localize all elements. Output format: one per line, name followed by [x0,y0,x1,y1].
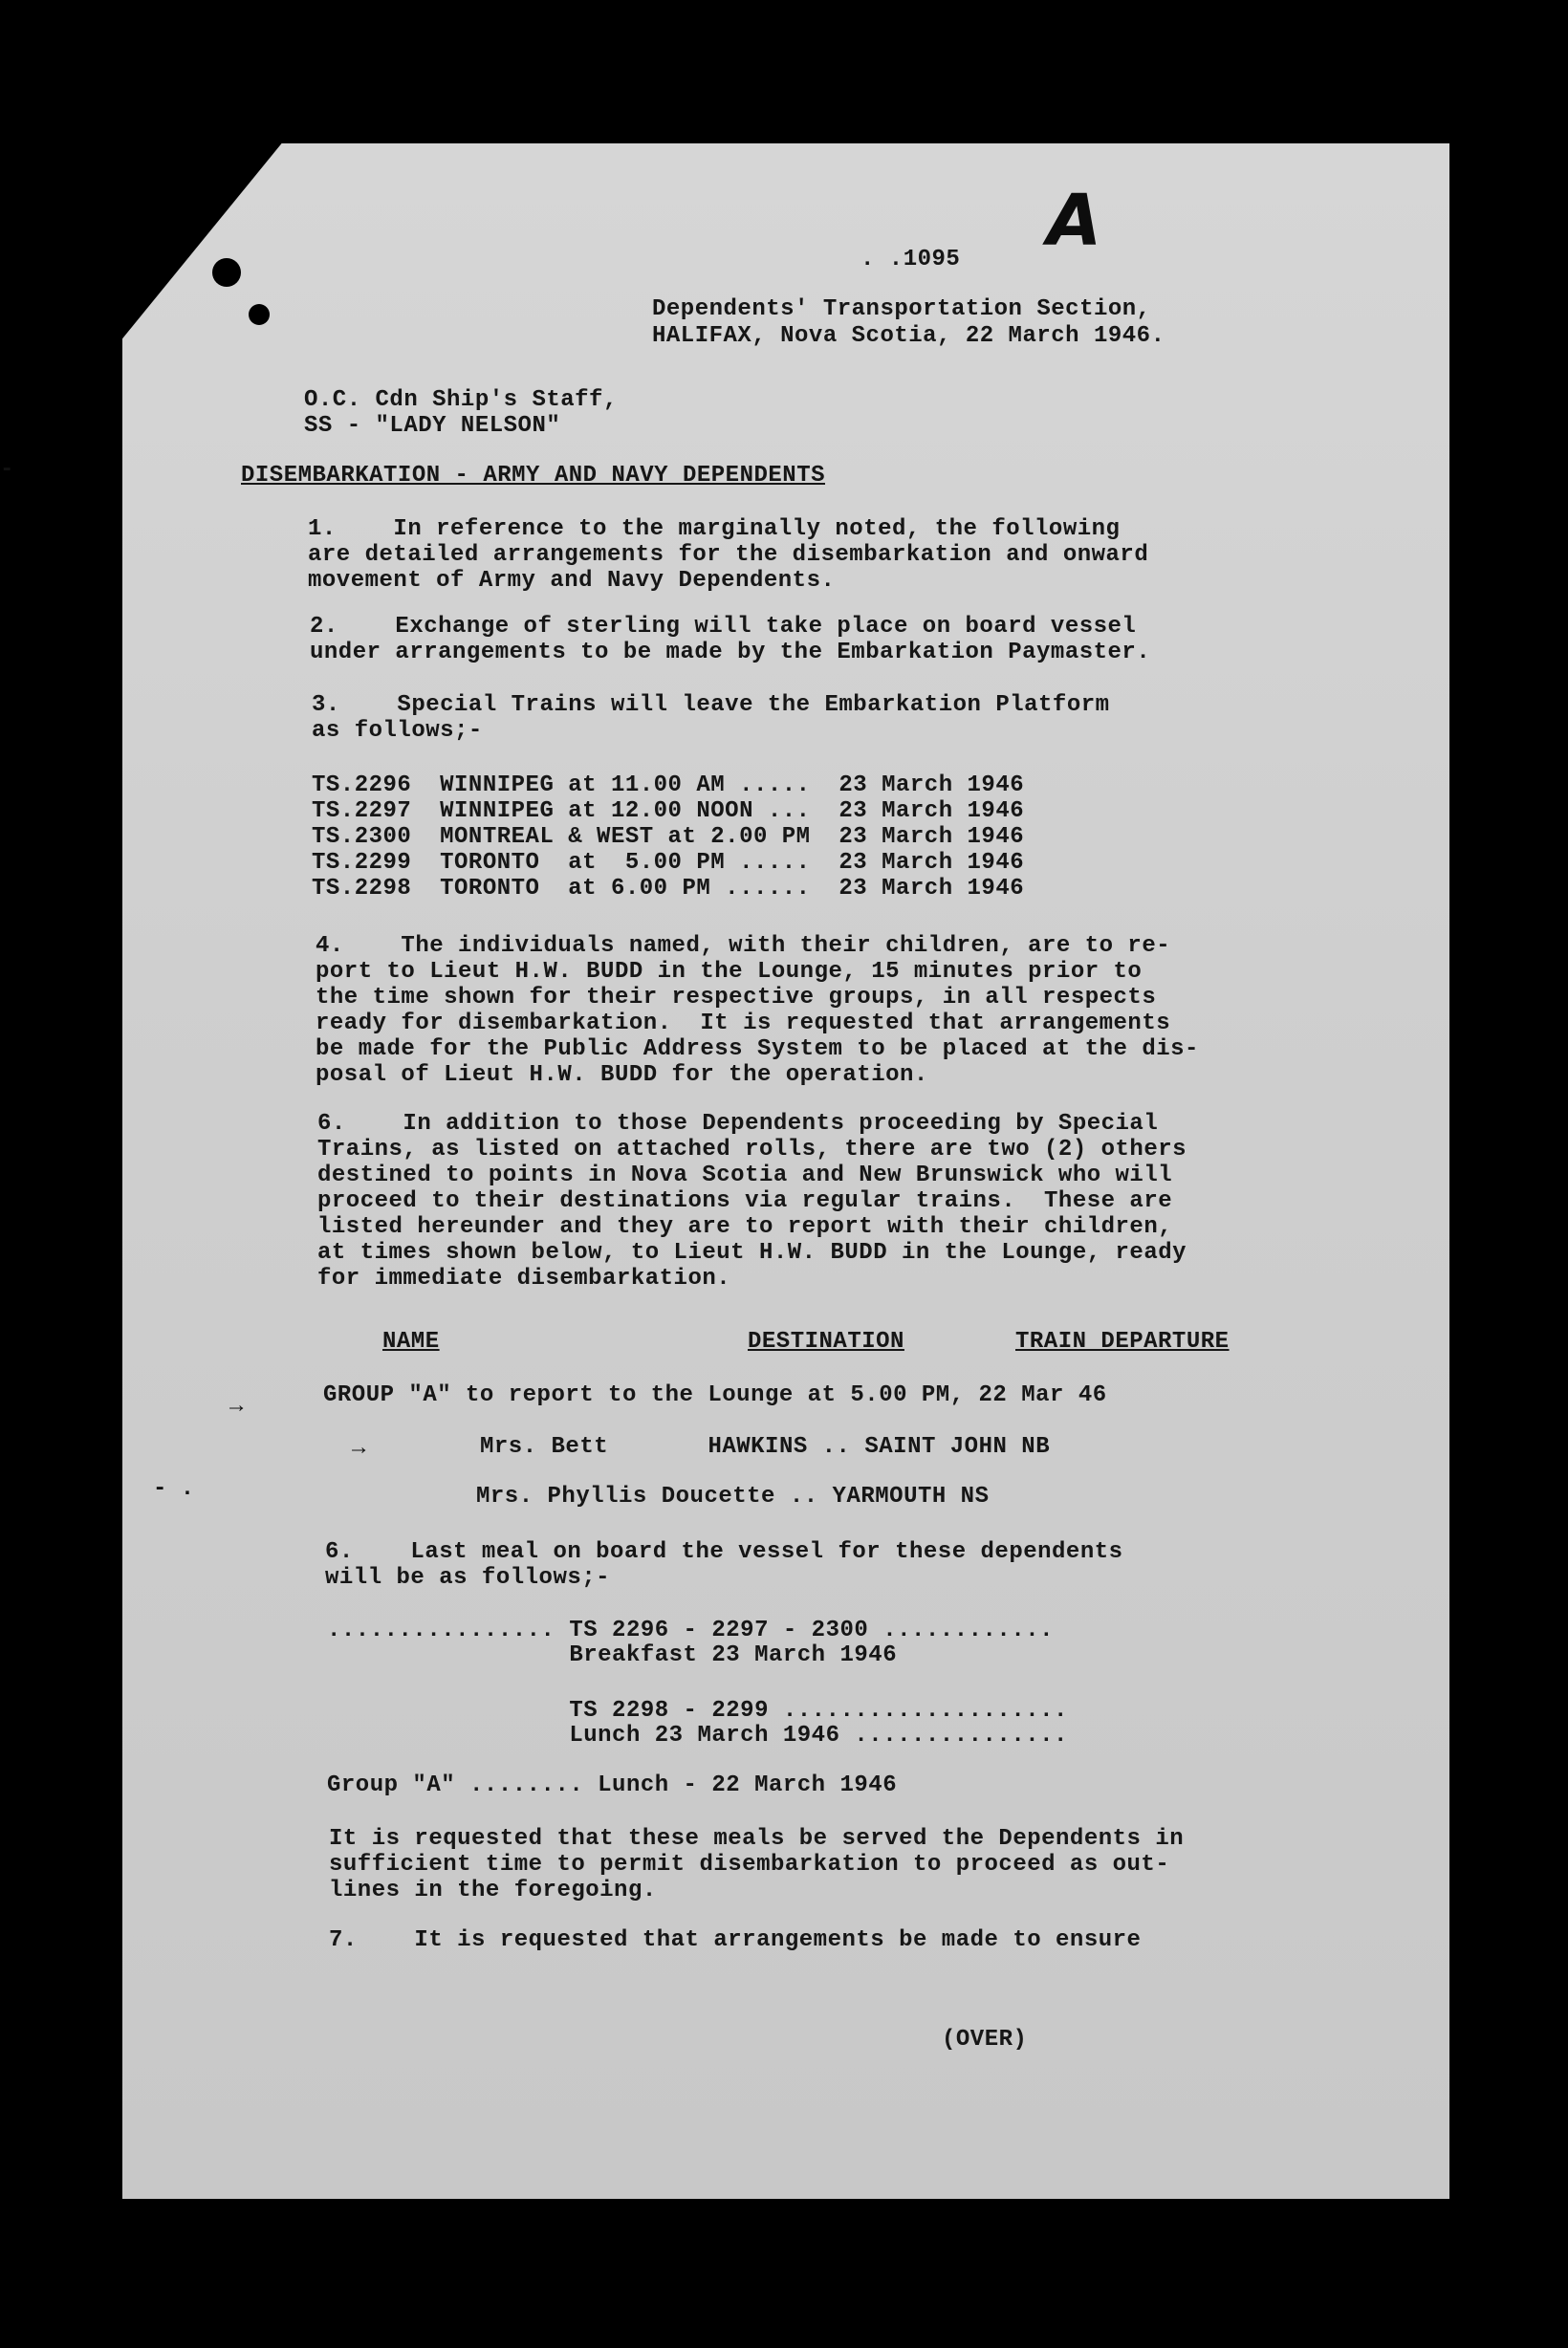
meal-row: ................ TS 2296 - 2297 - 2300 ............ [327,1618,1055,1643]
group-line: GROUP "A" to report to the Lounge at 5.00 PM, 22 Mar 46 [323,1382,1107,1408]
paragraph-request [329,1826,1184,1903]
train-row: TS.2296 WINNIPEG at 11.00 AM ..... 23 March 1946 [312,772,1025,798]
paragraph-line: will be as follows;- [325,1565,611,1591]
train-row: TS.2298 TORONTO at 6.00 PM ...... 23 March 1946 [312,876,1025,902]
paragraph-line: 6. In addition to those Dependents proceeding by Special [317,1111,1159,1137]
corner-mark: A [1047,180,1102,262]
train-row: TS.2297 WINNIPEG at 12.00 NOON ... 23 March 1946 [312,798,1025,824]
paragraph-7: 7. It is requested that arrangements be made to ensure [329,1927,1142,1953]
paragraph-line: posal of Lieut H.W. BUDD for the operation. [316,1062,928,1088]
paragraph-line: It is requested that these meals be served the Dependents in [329,1826,1185,1852]
paragraph-line: movement of Army and Navy Dependents. [308,568,836,594]
paragraph-line: destined to points in Nova Scotia and New Brunswick who will [317,1163,1173,1188]
header-train-departure: TRAIN DEPARTURE [1015,1329,1230,1355]
meal-row: Group "A" ........ Lunch - 22 March 1946 [327,1772,898,1798]
paragraph-line: for immediate disembarkation. [317,1266,731,1292]
header-name: NAME [382,1329,440,1355]
paragraph-line: listed hereunder and they are to report with their children, [317,1214,1173,1240]
margin-dash: - . [153,1476,195,1502]
paragraph-line: 4. The individuals named, with their children, are to re- [316,933,1171,959]
paragraph-6b [325,1539,1123,1591]
paragraph-line: sufficient time to permit disembarkation to proceed as out- [329,1852,1170,1878]
meal-row: Breakfast 23 March 1946 [327,1642,898,1668]
margin-arrow: → [229,1394,244,1420]
dependent-row: Mrs. Bett HAWKINS .. SAINT JOHN NB [480,1434,1051,1460]
train-row: TS.2300 MONTREAL & WEST at 2.00 PM 23 March 1946 [312,824,1025,850]
header-destination: DESTINATION [748,1329,904,1355]
paragraph-line: the time shown for their respective groups, in all respects [316,985,1157,1011]
paragraph-line: be made for the Public Address System to be placed at the dis- [316,1036,1199,1062]
paragraph-line: 2. Exchange of sterling will take place on board vessel [310,614,1137,640]
paragraph-4 [316,933,1199,1088]
paragraph-line: at times shown below, to Lieut H.W. BUDD in the Lounge, ready [317,1240,1187,1266]
paragraph-line: 6. Last meal on board the vessel for these dependents [325,1539,1123,1565]
train-schedule [312,772,1024,902]
dependent-row: Mrs. Phyllis Doucette .. YARMOUTH NS [476,1484,990,1510]
paragraph-line: as follows;- [312,718,483,744]
paragraph-line: port to Lieut H.W. BUDD in the Lounge, 15 minutes prior to [316,959,1143,985]
paragraph-line: under arrangements to be made by the Embarkation Paymaster. [310,640,1151,665]
paragraph-line: 1. In reference to the marginally noted, the following [308,516,1121,542]
sender-line-1: Dependents' Transportation Section, [652,296,1151,322]
paragraph-3 [312,692,1110,744]
margin-arrow: → [352,1436,366,1462]
subject-line: DISEMBARKATION - ARMY AND NAVY DEPENDENTS [241,463,825,489]
footer-over: (OVER) [942,2027,1028,2053]
paragraph-line: ready for disembarkation. It is requested that arrangements [316,1011,1171,1036]
punch-hole [212,258,241,287]
train-row: TS.2299 TORONTO at 5.00 PM ..... 23 March 1946 [312,850,1025,876]
paragraph-line: Trains, as listed on attached rolls, there are two (2) others [317,1137,1187,1163]
paragraph-2 [310,614,1150,665]
sender-line-2: HALIFAX, Nova Scotia, 22 March 1946. [652,323,1165,349]
paragraph-line: are detailed arrangements for the disembarkation and onward [308,542,1149,568]
meal-row: TS 2298 - 2299 .................... [327,1698,1068,1724]
paragraph-1 [308,516,1148,594]
file-reference: . .1095 [860,247,961,272]
paragraph-line: lines in the foregoing. [329,1878,657,1903]
addressee-line-2: SS - "LADY NELSON" [304,413,561,439]
margin-dash: - [0,457,14,483]
meal-row: Lunch 23 March 1946 ............... [327,1723,1068,1749]
paragraph-line: 3. Special Trains will leave the Embarkation Platform [312,692,1110,718]
paragraph-6a [317,1111,1187,1292]
paragraph-line: proceed to their destinations via regular trains. These are [317,1188,1173,1214]
addressee-line-1: O.C. Cdn Ship's Staff, [304,387,618,413]
punch-hole [249,304,270,325]
